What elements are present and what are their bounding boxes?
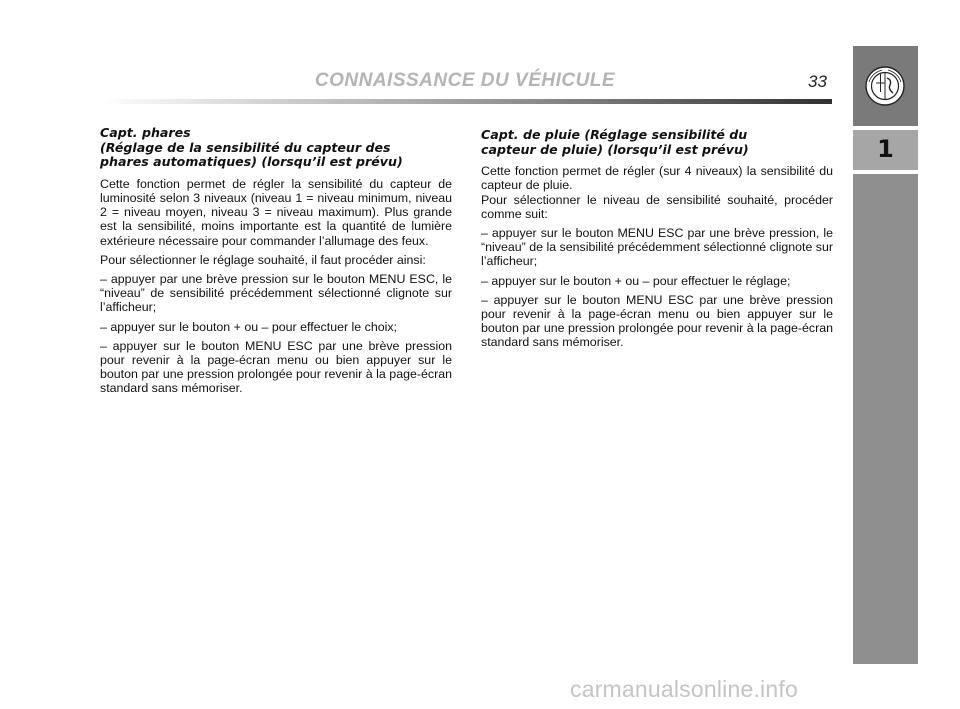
paragraph: Cette fonction permet de régler (sur 4 niveaux) la sensibilité du capteur de pluie. Pour sélectionner le niveau de sensibilité souhaité, procéder comme suit:: [481, 164, 833, 221]
chapter-sidebar: [853, 46, 918, 664]
paragraph: – appuyer sur le bouton MENU ESC par une brève pression pour revenir à la page-écran menu ou bien appuyer sur le bouton par une pression prolongée pour revenir à la page-écran standard sans mémoriser.: [100, 338, 452, 396]
watermark: carmanualsonline.info: [570, 676, 798, 702]
paragraph: – appuyer sur le bouton MENU ESC par une brève pression pour revenir à la page-écran menu ou bien appuyer sur le bouton par une pression prolongée pour revenir à la page-écran standard sans mémoriser.: [481, 292, 833, 350]
heading-line: phares automatiques) (lorsqu’il est prévu): [100, 154, 403, 170]
paragraph: – appuyer sur le bouton MENU ESC par une brève pression, le “niveau” de la sensibilité précédemment sélectionné clignote sur l’afficheur;: [481, 226, 833, 269]
alfa-romeo-logo-icon: [865, 66, 905, 106]
chapter-number: 1: [877, 135, 894, 163]
paragraph: – appuyer sur le bouton + ou – pour effectuer le réglage;: [481, 273, 791, 288]
page-number: 33: [808, 72, 827, 91]
heading-line: capteur de pluie) (lorsqu’il est prévu): [481, 141, 749, 157]
heading-line: Capt. de pluie (Réglage sensibilité du: [481, 127, 748, 142]
heading-line: Capt. phares: [100, 125, 191, 140]
paragraph: Pour sélectionner le réglage souhaité, il faut procéder ainsi:: [100, 252, 426, 267]
section-heading: [100, 126, 452, 170]
section-heading: [481, 128, 833, 157]
paragraph: – appuyer sur le bouton + ou – pour effectuer le choix;: [100, 319, 398, 334]
logo-cell: [853, 46, 918, 126]
heading-line: (Réglage de la sensibilité du capteur des: [100, 139, 391, 155]
chapter-title: CONNAISSANCE DU VÉHICULE: [314, 70, 616, 91]
paragraph: – appuyer par une brève pression sur le bouton MENU ESC, le “niveau” de sensibilité précédemment sélectionné clignote sur l’afficheur;: [100, 272, 452, 315]
paragraph: Cette fonction permet de régler la sensibilité du capteur de luminosité selon 3 niveaux (niveau 1 = niveau minimum, niveau 2 = niveau moyen, niveau 3 = niveau maximum). Plus grande est la sensibilité, moins importante est la quantité de lumière extérieure nécessaire pour commander l’allumage des feux.: [100, 176, 452, 248]
sidebar-divider: [853, 170, 918, 174]
left-column: [100, 126, 452, 401]
right-column: [481, 128, 833, 355]
header-rule: [100, 99, 832, 104]
